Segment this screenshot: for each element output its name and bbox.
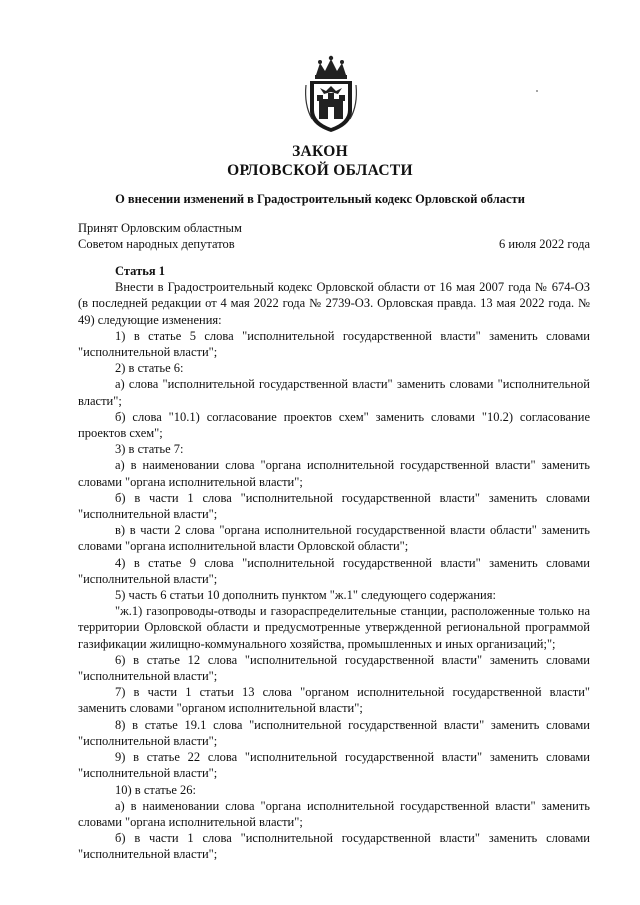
adopted-line-2: Советом народных депутатов [78, 237, 235, 251]
paragraph: в) в части 2 слова "органа исполнительной государственной власти области" заменить словами "органа исполнительной власти Орловской области"; [78, 523, 590, 554]
paragraph: 2) в статье 6: [115, 361, 184, 376]
paragraph: а) в наименовании слова "органа исполнительной государственной власти" заменить словами "органа исполнительной власти"; [78, 798, 590, 829]
paragraph: 9) в статье 22 слова "исполнительной государственной власти" заменить словами "исполнительной власти"; [78, 750, 590, 781]
paragraph: 5) часть 6 статьи 10 дополнить пунктом "ж.1" следующего содержания: [115, 588, 496, 603]
paragraph: 3) в статье 7: [115, 442, 184, 457]
paragraph: б) в части 1 слова "исполнительной государственной власти" заменить словами "исполнительной власти"; [78, 490, 590, 522]
paragraph: 10) в статье 26: [115, 782, 197, 797]
adopted-line-1: Принят Орловским областным [78, 221, 242, 235]
paragraph: Внести в Градостроительный кодекс Орловской области от 16 мая 2007 года № 674-ОЗ (в последней редакции от 4 мая 2022 года № 2739-ОЗ. Орловская правда. 13 мая 2022 года. № 49) следующие изменения: [78, 280, 590, 327]
law-title: ЗАКОН [292, 143, 348, 160]
coat-of-arms-icon [302, 55, 360, 135]
scan-speck [536, 90, 538, 92]
law-region: ОРЛОВСКОЙ ОБЛАСТИ [227, 162, 413, 179]
article-body [78, 263, 590, 863]
adopted-date: 6 июля 2022 года [499, 237, 590, 251]
paragraph: б) слова "10.1) согласование проектов схем" заменить словами "10.2) согласование проектов схем"; [78, 409, 590, 441]
paragraph: а) слова "исполнительной государственной власти" заменить словами "исполнительной власти"; [78, 377, 590, 408]
article-heading: Статья 1 [115, 264, 165, 278]
law-subtitle: О внесении изменений в Градостроительный кодекс Орловской области [115, 192, 525, 206]
paragraph: а) в наименовании слова "органа исполнительной государственной власти" заменить словами "органа исполнительной власти"; [78, 458, 590, 489]
paragraph: 6) в статье 12 слова "исполнительной государственной власти" заменить словами "исполнительной власти"; [78, 652, 590, 684]
paragraph: 8) в статье 19.1 слова "исполнительной государственной власти" заменить словами "исполнительной власти"; [78, 717, 590, 748]
paragraph: 4) в статье 9 слова "исполнительной государственной власти" заменить словами "исполнительной власти"; [78, 555, 590, 586]
adopted-block [78, 220, 242, 252]
paragraph: б) в части 1 слова "исполнительной государственной власти" заменить словами "исполнительной власти"; [78, 831, 590, 862]
paragraph: "ж.1) газопроводы-отводы и газораспределительные станции, расположенные только на территории Орловской области и предусмотренные утвержденной региональной программой газификации жилищно-коммунального хозяйства, промышленных и иных организаций;"; [78, 604, 590, 651]
paragraph: 7) в части 1 статьи 13 слова "органом исполнительной государственной власти" заменить словами "органом исполнительной власти"; [78, 685, 590, 716]
paragraph: 1) в статье 5 слова "исполнительной государственной власти" заменить словами "исполнительной власти"; [78, 328, 590, 360]
